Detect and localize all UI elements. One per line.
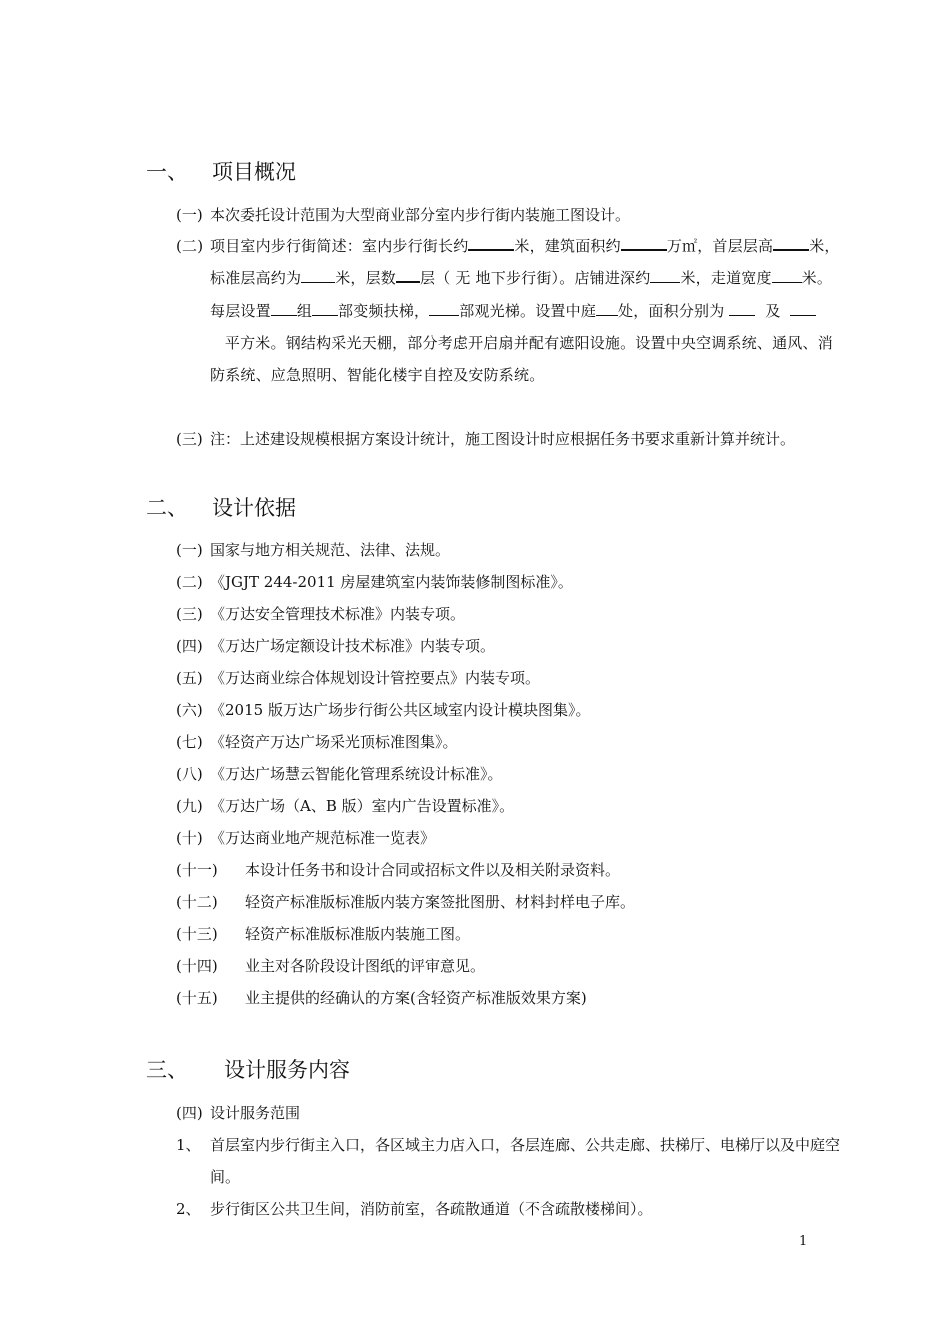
list-item (176, 955, 485, 977)
section-heading-3 (146, 1056, 350, 1084)
item-label: (四) (176, 1104, 203, 1122)
item-text: 国家与地方相关规范、法律、法规。 (210, 541, 451, 559)
text-run: 米，标准层高约为 (210, 237, 840, 288)
paragraph-label: (一) (176, 206, 203, 224)
item-label: (十) (176, 829, 203, 847)
item-text: 《2015 版万达广场步行街公共区域室内设计模块图集》。 (210, 701, 591, 719)
section-number: 一、 (146, 160, 188, 184)
text-run: 米。每层设置 (210, 269, 833, 320)
item-text: 《万达商业地产规范标准一览表》 (210, 829, 436, 847)
paragraph-1 (176, 200, 812, 230)
item-text: 步行街区公共卫生间，消防前室，各疏散通道（不含疏散楼梯间）。 (210, 1200, 653, 1218)
blank-floors (396, 267, 420, 283)
text-run: 平方米。钢结构采光天棚，部分考虑开启扇并配有遮阳设施。设置中央空调系统、通风、消防系统、应急照明、智能化楼宇自控及安防系统。 (210, 333, 833, 385)
paragraph-text: 注：上述建设规模根据方案设计统计，施工图设计时应根据任务书要求重新计算并统计。 (210, 430, 796, 448)
item-text: 业主提供的经确认的方案(含轻资产标准版效果方案) (245, 989, 587, 1007)
section-title: 项目概况 (212, 160, 296, 184)
item-label: (十三) (176, 925, 218, 943)
item-label: (十一) (176, 861, 218, 879)
item-label: (一) (176, 541, 203, 559)
item-label: (十五) (176, 989, 218, 1007)
blank-area (621, 235, 667, 251)
paragraph-3 (176, 424, 846, 454)
item-label: (六) (176, 701, 203, 719)
item-label: (八) (176, 765, 203, 783)
item-text: 轻资产标准版标准版内装方案签批图册、材料封样电子库。 (245, 893, 636, 911)
blank-standard-height (301, 268, 335, 283)
paragraph-label: (三) (176, 430, 203, 448)
paragraph-2 (176, 230, 844, 391)
text-run: 部观光梯。设置中庭 (459, 301, 597, 320)
blank-area-1 (729, 301, 755, 316)
blank-width (772, 268, 802, 283)
list-item (176, 731, 458, 753)
list-item (176, 827, 435, 849)
text-run: 项目室内步行街简述：室内步行街长约 (210, 237, 469, 255)
item-text: 本设计任务书和设计合同或招标文件以及相关附录资料。 (245, 861, 621, 879)
item-text: 首层室内步行街主入口，各区域主力店入口，各层连廊、公共走廊、扶梯厅、电梯厅以及中庭空间。 (210, 1136, 841, 1186)
blank-depth (650, 268, 680, 283)
section-title: 设计依据 (212, 496, 296, 520)
section-number: 三、 (146, 1058, 188, 1082)
item-label: (五) (176, 669, 203, 687)
item-text: 《JGJT 244-2011 房屋建筑室内装饰装修制图标准》。 (210, 573, 573, 591)
list-item (176, 923, 470, 945)
list-item (176, 635, 495, 657)
item-label: (十二) (176, 893, 218, 911)
text-run: 米，建筑面积约 (514, 237, 621, 255)
item-label: 1、 (176, 1136, 201, 1154)
item-text: 设计服务范围 (210, 1104, 301, 1122)
list-item (176, 667, 540, 689)
list-item-1 (176, 1129, 844, 1193)
text-run: 及 (765, 301, 781, 320)
list-item (176, 539, 450, 561)
blank-elevators (429, 301, 459, 316)
text-run: 万㎡，首层层高 (666, 237, 774, 255)
blank-escalators (312, 301, 338, 316)
item-label: (十四) (176, 957, 218, 975)
text-run: 米，层数 (335, 269, 397, 288)
blank-groups (271, 301, 297, 316)
item-text: 业主对各阶段设计图纸的评审意见。 (245, 957, 486, 975)
item-label: (七) (176, 733, 203, 751)
section-heading-2 (146, 494, 296, 522)
text-run: 部变频扶梯， (338, 301, 430, 320)
item-label: (九) (176, 797, 203, 815)
page-number: 1 (799, 1234, 808, 1249)
item-label: (四) (176, 637, 203, 655)
item-text: 《万达商业综合体规划设计管控要点》内装专项。 (210, 669, 541, 687)
item-text: 《轻资产万达广场采光顶标准图集》。 (210, 733, 458, 751)
list-item (176, 699, 590, 721)
text-run: 组 (296, 301, 313, 320)
list-item (176, 859, 620, 881)
item-label: (二) (176, 573, 203, 591)
text-run: 层（ 无 地下步行街）。店铺进深约 (420, 269, 651, 288)
list-item (176, 571, 573, 593)
paragraph-text: 本次委托设计范围为大型商业部分室内步行街内装施工图设计。 (210, 206, 631, 224)
list-item (176, 603, 465, 625)
item-text: 《万达广场定额设计技术标准》内装专项。 (210, 637, 496, 655)
item-text: 《万达安全管理技术标准》内装专项。 (210, 605, 466, 623)
blank-length (468, 235, 514, 251)
blank-atrium (596, 301, 618, 316)
paragraph-label: (二) (176, 237, 204, 255)
list-item (176, 891, 635, 913)
item-text: 《万达广场（A、B 版）室内广告设置标准》。 (210, 797, 515, 815)
list-item (176, 763, 503, 785)
list-item-2 (176, 1198, 653, 1220)
list-item (176, 795, 514, 817)
section-heading-1 (146, 158, 296, 186)
blank-area-2 (790, 301, 816, 316)
item-label: 2、 (176, 1200, 201, 1218)
item-text: 《万达广场慧云智能化管理系统设计标准》。 (210, 765, 503, 783)
section-title: 设计服务内容 (224, 1058, 350, 1082)
sub-heading (176, 1102, 300, 1124)
text-run: 米，走道宽度 (680, 269, 772, 288)
list-item (176, 987, 587, 1009)
item-text: 轻资产标准版标准版内装施工图。 (245, 925, 471, 943)
text-run: 处，面积分别为 (618, 301, 725, 320)
item-label: (三) (176, 605, 203, 623)
blank-floor-height (773, 235, 809, 251)
section-number: 二、 (146, 496, 188, 520)
